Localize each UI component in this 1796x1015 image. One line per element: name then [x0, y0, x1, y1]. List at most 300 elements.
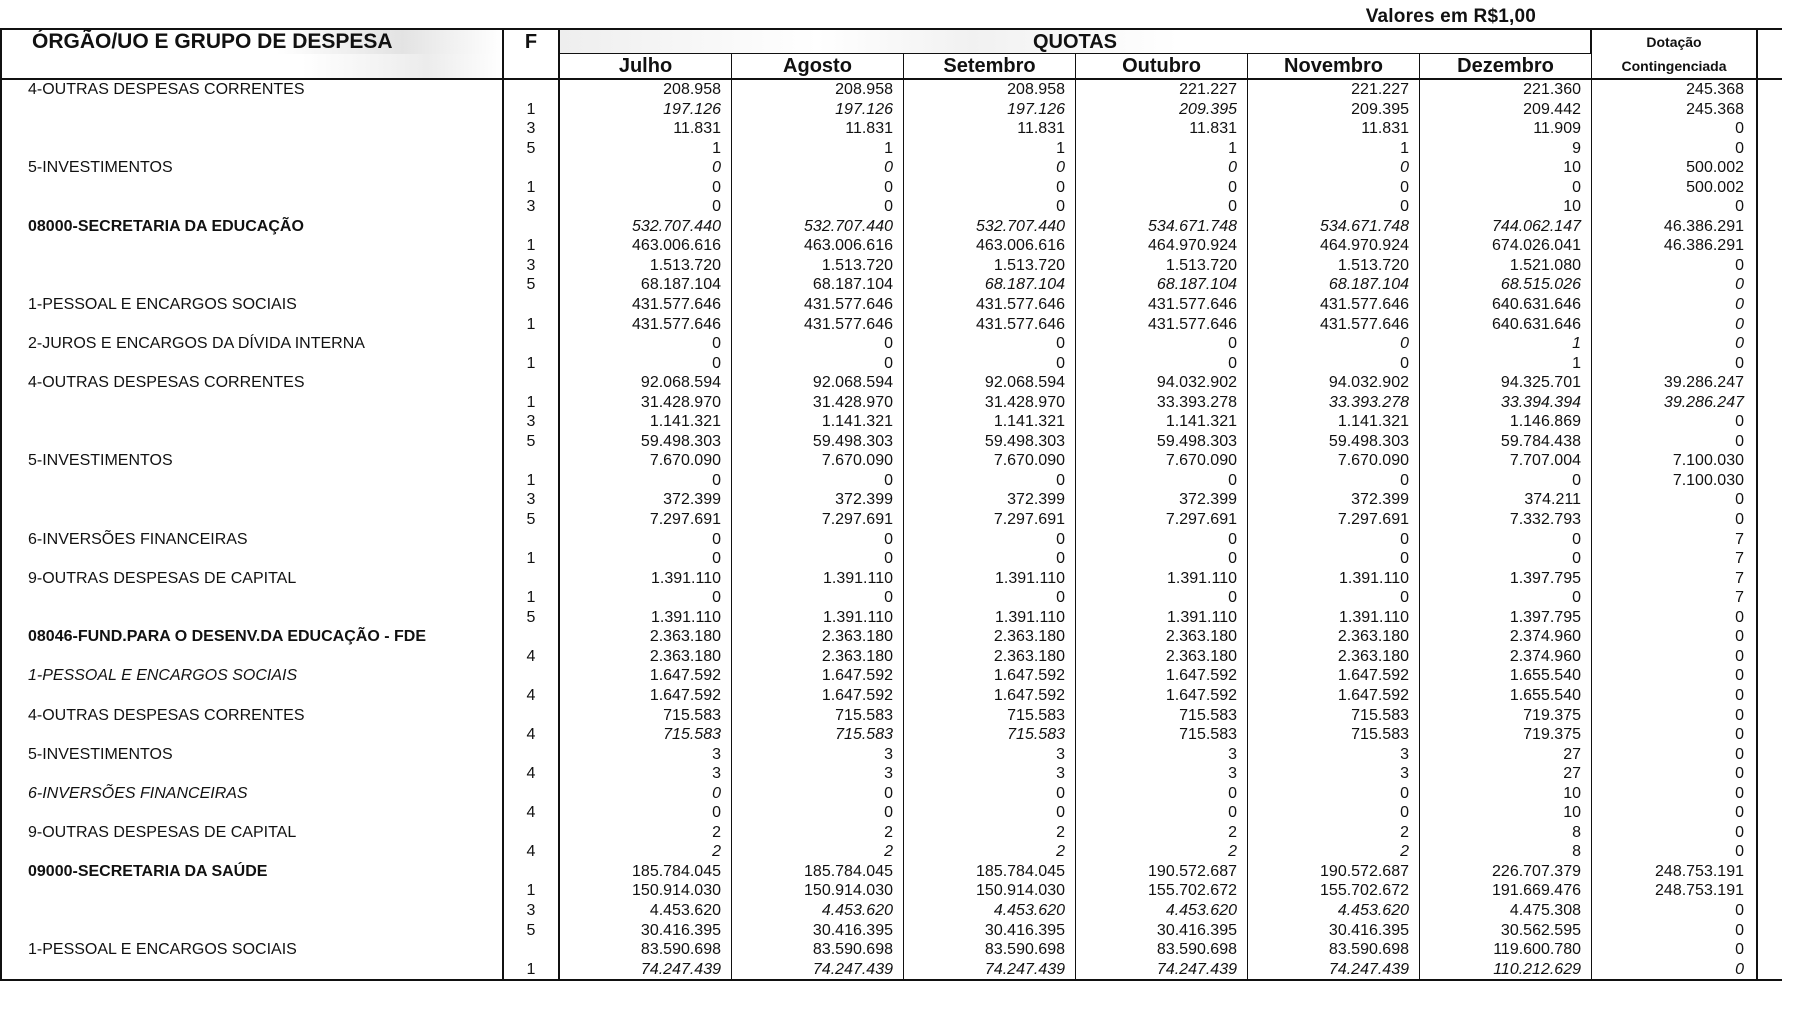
cell-dotacao-value: 0 [1592, 256, 1758, 276]
row-label: 9-OUTRAS DESPESAS DE CAPITAL [0, 569, 504, 589]
cell-quota-value: 68.187.104 [560, 275, 732, 295]
row-f-code: 5 [504, 432, 560, 452]
cell-quota-value: 1.391.110 [1076, 608, 1248, 628]
cell-quota-value: 185.784.045 [904, 862, 1076, 882]
row-label [0, 647, 504, 667]
cell-quota-value: 119.600.780 [1420, 940, 1592, 960]
table-row [0, 354, 1782, 374]
cell-quota-value: 372.399 [560, 490, 732, 510]
row-f-code: 1 [504, 960, 560, 980]
row-f-code [504, 373, 560, 393]
row-label: 4-OUTRAS DESPESAS CORRENTES [0, 706, 504, 726]
cell-quota-value: 1.141.321 [1248, 412, 1420, 432]
cell-quota-value: 0 [1076, 784, 1248, 804]
cell-quota-value: 74.247.439 [732, 960, 904, 980]
cell-quota-value: 68.187.104 [732, 275, 904, 295]
org-title-header-spacer [0, 54, 504, 78]
cell-quota-value: 0 [732, 354, 904, 374]
row-label [0, 960, 504, 980]
row-f-code: 1 [504, 236, 560, 256]
cell-quota-value: 463.006.616 [904, 236, 1076, 256]
cell-quota-value: 372.399 [904, 490, 1076, 510]
cell-quota-value: 31.428.970 [732, 393, 904, 413]
cell-quota-value: 0 [732, 197, 904, 217]
row-f-code [504, 666, 560, 686]
cell-quota-value: 185.784.045 [732, 862, 904, 882]
row-label [0, 490, 504, 510]
row-label: 1-PESSOAL E ENCARGOS SOCIAIS [0, 940, 504, 960]
cell-quota-value: 0 [1076, 471, 1248, 491]
dotacao-header-top: Dotação [1592, 30, 1758, 54]
cell-quota-value: 4.453.620 [1076, 901, 1248, 921]
table-row [0, 725, 1782, 745]
cell-dotacao-value: 0 [1592, 432, 1758, 452]
row-f-code [504, 569, 560, 589]
cell-quota-value: 68.187.104 [1248, 275, 1420, 295]
cell-quota-value: 1.513.720 [1248, 256, 1420, 276]
cell-dotacao-value: 46.386.291 [1592, 217, 1758, 237]
row-label: 1-PESSOAL E ENCARGOS SOCIAIS [0, 666, 504, 686]
cell-quota-value: 0 [560, 197, 732, 217]
table-row [0, 549, 1782, 569]
budget-table [0, 28, 1782, 981]
row-label: 5-INVESTIMENTOS [0, 745, 504, 765]
cell-quota-value: 1.141.321 [732, 412, 904, 432]
cell-quota-value: 3 [1248, 764, 1420, 784]
cell-dotacao-value: 0 [1592, 725, 1758, 745]
cell-quota-value: 1.647.592 [560, 666, 732, 686]
cell-quota-value: 11.909 [1420, 119, 1592, 139]
cell-quota-value: 1.397.795 [1420, 608, 1592, 628]
cell-quota-value: 463.006.616 [560, 236, 732, 256]
cell-quota-value: 0 [1248, 549, 1420, 569]
cell-quota-value: 94.032.902 [1248, 373, 1420, 393]
cell-quota-value: 150.914.030 [560, 881, 732, 901]
cell-quota-value: 83.590.698 [1076, 940, 1248, 960]
row-f-code: 4 [504, 686, 560, 706]
row-label [0, 901, 504, 921]
table-row [0, 842, 1782, 862]
row-f-code: 5 [504, 921, 560, 941]
cell-dotacao-value: 0 [1592, 315, 1758, 335]
cell-quota-value: 1 [1420, 354, 1592, 374]
row-f-code: 4 [504, 725, 560, 745]
cell-quota-value: 27 [1420, 745, 1592, 765]
cell-quota-value: 0 [732, 549, 904, 569]
row-label [0, 119, 504, 139]
cell-dotacao-value: 500.002 [1592, 158, 1758, 178]
cell-quota-value: 715.583 [732, 725, 904, 745]
cell-quota-value: 83.590.698 [732, 940, 904, 960]
cell-quota-value: 0 [1076, 530, 1248, 550]
table-row [0, 295, 1782, 315]
cell-quota-value: 209.442 [1420, 100, 1592, 120]
table-row [0, 490, 1782, 510]
cell-dotacao-value: 0 [1592, 139, 1758, 159]
cell-quota-value: 8 [1420, 823, 1592, 843]
table-row [0, 960, 1782, 980]
row-label: 08000-SECRETARIA DA EDUCAÇÃO [0, 217, 504, 237]
cell-dotacao-value: 46.386.291 [1592, 236, 1758, 256]
row-label [0, 686, 504, 706]
row-label: 2-JUROS E ENCARGOS DA DÍVIDA INTERNA [0, 334, 504, 354]
cell-quota-value: 2 [1076, 842, 1248, 862]
cell-quota-value: 1 [560, 139, 732, 159]
cell-quota-value: 0 [560, 784, 732, 804]
table-body [0, 80, 1782, 979]
row-f-code: 1 [504, 100, 560, 120]
table-row [0, 745, 1782, 765]
cell-quota-value: 68.515.026 [1420, 275, 1592, 295]
table-row [0, 373, 1782, 393]
cell-quota-value: 30.416.395 [1076, 921, 1248, 941]
cell-quota-value: 7.670.090 [732, 451, 904, 471]
cell-quota-value: 464.970.924 [1248, 236, 1420, 256]
cell-quota-value: 7.670.090 [1248, 451, 1420, 471]
cell-quota-value: 1.141.321 [560, 412, 732, 432]
cell-quota-value: 0 [1248, 178, 1420, 198]
cell-quota-value: 464.970.924 [1076, 236, 1248, 256]
row-f-code [504, 862, 560, 882]
month-header-agosto: Agosto [732, 54, 904, 78]
cell-quota-value: 1.647.592 [732, 666, 904, 686]
cell-quota-value: 0 [732, 784, 904, 804]
cell-dotacao-value: 7 [1592, 549, 1758, 569]
cell-quota-value: 463.006.616 [732, 236, 904, 256]
table-row [0, 158, 1782, 178]
row-f-code: 1 [504, 549, 560, 569]
month-header-julho: Julho [560, 54, 732, 78]
table-row [0, 627, 1782, 647]
row-f-code [504, 295, 560, 315]
cell-quota-value: 110.212.629 [1420, 960, 1592, 980]
cell-dotacao-value: 0 [1592, 745, 1758, 765]
cell-quota-value: 715.583 [560, 725, 732, 745]
cell-dotacao-value: 39.286.247 [1592, 393, 1758, 413]
row-f-code [504, 217, 560, 237]
cell-quota-value: 94.032.902 [1076, 373, 1248, 393]
cell-quota-value: 2 [904, 823, 1076, 843]
cell-quota-value: 0 [904, 334, 1076, 354]
cell-quota-value: 7.297.691 [1248, 510, 1420, 530]
table-row [0, 608, 1782, 628]
cell-dotacao-value: 0 [1592, 823, 1758, 843]
cell-quota-value: 0 [1248, 354, 1420, 374]
row-f-code: 3 [504, 412, 560, 432]
cell-quota-value: 3 [1076, 764, 1248, 784]
table-header-months [0, 54, 1782, 80]
table-row [0, 471, 1782, 491]
row-label [0, 608, 504, 628]
row-f-code: 5 [504, 275, 560, 295]
row-label [0, 236, 504, 256]
cell-quota-value: 0 [1076, 803, 1248, 823]
cell-quota-value: 74.247.439 [1076, 960, 1248, 980]
cell-quota-value: 10 [1420, 197, 1592, 217]
row-f-code: 3 [504, 119, 560, 139]
cell-quota-value: 3 [732, 764, 904, 784]
row-label [0, 803, 504, 823]
cell-quota-value: 7.332.793 [1420, 510, 1592, 530]
cell-quota-value: 155.702.672 [1076, 881, 1248, 901]
cell-dotacao-value: 0 [1592, 354, 1758, 374]
cell-quota-value: 3 [560, 745, 732, 765]
row-label [0, 197, 504, 217]
table-row [0, 451, 1782, 471]
cell-quota-value: 2 [1076, 823, 1248, 843]
cell-quota-value: 83.590.698 [1248, 940, 1420, 960]
cell-quota-value: 0 [560, 471, 732, 491]
cell-quota-value: 715.583 [1248, 706, 1420, 726]
cell-quota-value: 1.141.321 [1076, 412, 1248, 432]
row-f-code: 1 [504, 178, 560, 198]
cell-quota-value: 68.187.104 [1076, 275, 1248, 295]
cell-dotacao-value: 0 [1592, 608, 1758, 628]
row-label: 5-INVESTIMENTOS [0, 451, 504, 471]
dotacao-header-bottom: Contingenciada [1592, 54, 1758, 78]
row-label [0, 354, 504, 374]
cell-quota-value: 431.577.646 [904, 315, 1076, 335]
table-row [0, 217, 1782, 237]
cell-quota-value: 59.784.438 [1420, 432, 1592, 452]
row-f-code [504, 627, 560, 647]
cell-quota-value: 7.297.691 [1076, 510, 1248, 530]
cell-quota-value: 0 [560, 178, 732, 198]
cell-quota-value: 372.399 [1076, 490, 1248, 510]
row-f-code: 3 [504, 256, 560, 276]
row-f-code [504, 158, 560, 178]
cell-quota-value: 1 [1076, 139, 1248, 159]
cell-quota-value: 11.831 [560, 119, 732, 139]
row-label: 5-INVESTIMENTOS [0, 158, 504, 178]
cell-dotacao-value: 7.100.030 [1592, 471, 1758, 491]
cell-quota-value: 3 [904, 745, 1076, 765]
f-header: F [504, 30, 560, 54]
cell-quota-value: 0 [1248, 158, 1420, 178]
row-label [0, 275, 504, 295]
cell-quota-value: 7.297.691 [560, 510, 732, 530]
cell-quota-value: 0 [1076, 197, 1248, 217]
cell-quota-value: 2.363.180 [1248, 627, 1420, 647]
cell-quota-value: 0 [560, 530, 732, 550]
row-label [0, 842, 504, 862]
table-row [0, 432, 1782, 452]
row-f-code [504, 80, 560, 100]
cell-quota-value: 92.068.594 [732, 373, 904, 393]
cell-quota-value: 2 [1248, 842, 1420, 862]
cell-quota-value: 3 [904, 764, 1076, 784]
cell-quota-value: 0 [904, 588, 1076, 608]
cell-quota-value: 59.498.303 [732, 432, 904, 452]
cell-quota-value: 30.416.395 [904, 921, 1076, 941]
cell-quota-value: 30.416.395 [732, 921, 904, 941]
cell-quota-value: 715.583 [904, 725, 1076, 745]
cell-quota-value: 2 [560, 823, 732, 843]
cell-quota-value: 59.498.303 [1076, 432, 1248, 452]
cell-quota-value: 10 [1420, 784, 1592, 804]
table-row [0, 588, 1782, 608]
cell-dotacao-value: 0 [1592, 197, 1758, 217]
cell-quota-value: 0 [904, 530, 1076, 550]
cell-quota-value: 1.391.110 [1248, 569, 1420, 589]
cell-quota-value: 209.395 [1076, 100, 1248, 120]
cell-quota-value: 431.577.646 [560, 315, 732, 335]
cell-quota-value: 0 [560, 549, 732, 569]
cell-quota-value: 0 [560, 158, 732, 178]
row-label: 08046-FUND.PARA O DESENV.DA EDUCAÇÃO - FDE [0, 627, 504, 647]
cell-quota-value: 33.393.278 [1076, 393, 1248, 413]
cell-quota-value: 0 [560, 588, 732, 608]
cell-dotacao-value: 248.753.191 [1592, 862, 1758, 882]
cell-quota-value: 0 [1076, 354, 1248, 374]
cell-dotacao-value: 0 [1592, 901, 1758, 921]
table-row [0, 315, 1782, 335]
cell-quota-value: 431.577.646 [732, 295, 904, 315]
cell-quota-value: 92.068.594 [904, 373, 1076, 393]
cell-quota-value: 30.416.395 [1248, 921, 1420, 941]
cell-quota-value: 0 [1248, 530, 1420, 550]
cell-dotacao-value: 39.286.247 [1592, 373, 1758, 393]
cell-quota-value: 0 [904, 158, 1076, 178]
row-label [0, 588, 504, 608]
cell-quota-value: 11.831 [1248, 119, 1420, 139]
table-row [0, 803, 1782, 823]
cell-quota-value: 83.590.698 [560, 940, 732, 960]
row-label [0, 471, 504, 491]
row-label [0, 393, 504, 413]
cell-quota-value: 534.671.748 [1248, 217, 1420, 237]
table-row [0, 100, 1782, 120]
quotas-header: QUOTAS [560, 30, 1592, 54]
table-row [0, 921, 1782, 941]
cell-quota-value: 190.572.687 [1248, 862, 1420, 882]
row-f-code: 1 [504, 588, 560, 608]
table-row [0, 823, 1782, 843]
cell-quota-value: 715.583 [1076, 706, 1248, 726]
table-header-top [0, 30, 1782, 54]
row-f-code: 4 [504, 764, 560, 784]
cell-dotacao-value: 0 [1592, 412, 1758, 432]
table-row [0, 569, 1782, 589]
cell-quota-value: 191.669.476 [1420, 881, 1592, 901]
cell-quota-value: 3 [1248, 745, 1420, 765]
cell-quota-value: 0 [1248, 784, 1420, 804]
month-header-setembro: Setembro [904, 54, 1076, 78]
cell-quota-value: 10 [1420, 158, 1592, 178]
cell-dotacao-value: 0 [1592, 803, 1758, 823]
cell-quota-value: 4.453.620 [732, 901, 904, 921]
row-f-code [504, 530, 560, 550]
cell-dotacao-value: 500.002 [1592, 178, 1758, 198]
cell-quota-value: 221.360 [1420, 80, 1592, 100]
cell-quota-value: 7.297.691 [732, 510, 904, 530]
table-row [0, 236, 1782, 256]
row-f-code: 1 [504, 471, 560, 491]
org-title-header: ÓRGÃO/UO E GRUPO DE DESPESA [0, 30, 504, 54]
table-row [0, 197, 1782, 217]
cell-quota-value: 715.583 [904, 706, 1076, 726]
cell-quota-value: 431.577.646 [1076, 295, 1248, 315]
cell-quota-value: 0 [1248, 588, 1420, 608]
cell-quota-value: 92.068.594 [560, 373, 732, 393]
row-label [0, 510, 504, 530]
cell-quota-value: 1.391.110 [904, 569, 1076, 589]
cell-dotacao-value: 0 [1592, 921, 1758, 941]
cell-quota-value: 1.647.592 [904, 686, 1076, 706]
row-label: 4-OUTRAS DESPESAS CORRENTES [0, 80, 504, 100]
table-row [0, 647, 1782, 667]
cell-quota-value: 2.363.180 [1076, 647, 1248, 667]
cell-quota-value: 1.391.110 [904, 608, 1076, 628]
cell-quota-value: 208.958 [732, 80, 904, 100]
cell-dotacao-value: 0 [1592, 119, 1758, 139]
cell-quota-value: 1.647.592 [560, 686, 732, 706]
row-f-code [504, 451, 560, 471]
cell-quota-value: 431.577.646 [560, 295, 732, 315]
cell-quota-value: 0 [732, 178, 904, 198]
row-label [0, 725, 504, 745]
cell-quota-value: 0 [560, 334, 732, 354]
cell-quota-value: 0 [560, 354, 732, 374]
table-row [0, 178, 1782, 198]
cell-quota-value: 1.397.795 [1420, 569, 1592, 589]
cell-quota-value: 2.363.180 [560, 647, 732, 667]
table-row [0, 119, 1782, 139]
row-f-code: 4 [504, 647, 560, 667]
cell-quota-value: 0 [1420, 530, 1592, 550]
cell-dotacao-value: 7 [1592, 588, 1758, 608]
cell-quota-value: 2.363.180 [904, 627, 1076, 647]
cell-quota-value: 0 [1076, 178, 1248, 198]
cell-quota-value: 0 [732, 334, 904, 354]
row-f-code: 3 [504, 901, 560, 921]
cell-quota-value: 2.374.960 [1420, 627, 1592, 647]
row-label [0, 764, 504, 784]
cell-dotacao-value: 0 [1592, 940, 1758, 960]
cell-quota-value: 7.707.004 [1420, 451, 1592, 471]
cell-quota-value: 1.647.592 [904, 666, 1076, 686]
cell-quota-value: 2.363.180 [732, 647, 904, 667]
cell-quota-value: 4.475.308 [1420, 901, 1592, 921]
cell-quota-value: 0 [904, 354, 1076, 374]
cell-quota-value: 431.577.646 [732, 315, 904, 335]
cell-quota-value: 3 [1076, 745, 1248, 765]
cell-quota-value: 1.647.592 [1076, 666, 1248, 686]
row-label: 4-OUTRAS DESPESAS CORRENTES [0, 373, 504, 393]
cell-quota-value: 1.513.720 [904, 256, 1076, 276]
table-row [0, 334, 1782, 354]
cell-quota-value: 674.026.041 [1420, 236, 1592, 256]
cell-quota-value: 221.227 [1248, 80, 1420, 100]
row-label [0, 100, 504, 120]
cell-dotacao-value: 0 [1592, 490, 1758, 510]
cell-dotacao-value: 0 [1592, 764, 1758, 784]
row-label [0, 549, 504, 569]
cell-quota-value: 2 [1248, 823, 1420, 843]
cell-quota-value: 3 [732, 745, 904, 765]
cell-quota-value: 11.831 [904, 119, 1076, 139]
cell-dotacao-value: 245.368 [1592, 100, 1758, 120]
row-f-code [504, 334, 560, 354]
row-label: 09000-SECRETARIA DA SAÚDE [0, 862, 504, 882]
cell-quota-value: 208.958 [904, 80, 1076, 100]
cell-quota-value: 372.399 [732, 490, 904, 510]
cell-quota-value: 1.647.592 [732, 686, 904, 706]
cell-quota-value: 190.572.687 [1076, 862, 1248, 882]
cell-quota-value: 4.453.620 [1248, 901, 1420, 921]
row-f-code: 5 [504, 139, 560, 159]
cell-quota-value: 1.391.110 [732, 569, 904, 589]
